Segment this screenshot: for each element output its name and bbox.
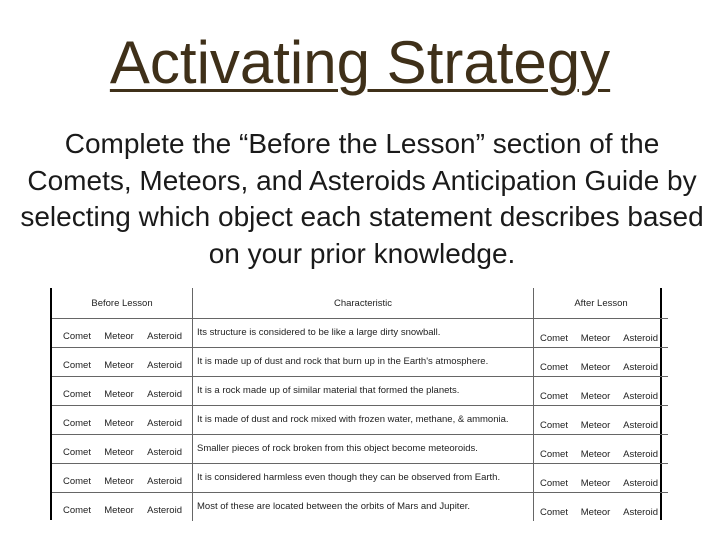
after-option-comet[interactable]: Comet [540,449,568,460]
statement-text: Its structure is considered to be like a large dirty snowball. [197,327,441,338]
characteristic-cell [193,464,534,493]
statement-text: Smaller pieces of rock broken from this object become meteoroids. [197,443,478,454]
statement-text: It is made of dust and rock mixed with frozen water, methane, & ammonia. [197,414,509,425]
after-option-comet[interactable]: Comet [540,420,568,431]
statement-text: Most of these are located between the orbits of Mars and Jupiter. [197,501,471,512]
after-option-meteor[interactable]: Meteor [580,391,611,402]
after-option-asteroid[interactable]: Asteroid [623,391,658,402]
after-option-asteroid[interactable]: Asteroid [623,478,658,489]
after-option-meteor[interactable]: Meteor [580,507,611,518]
before-option-asteroid[interactable]: Asteroid [147,505,182,516]
before-option-comet[interactable]: Comet [63,505,91,516]
after-option-comet[interactable]: Comet [540,478,568,489]
before-option-meteor[interactable]: Meteor [104,389,134,400]
characteristic-cell [193,406,534,435]
anticipation-guide [50,288,662,520]
table-row [52,435,668,464]
before-option-comet[interactable]: Comet [63,418,91,429]
after-option-meteor[interactable]: Meteor [580,362,611,373]
header-after-lesson: After Lesson [534,288,669,319]
table-row [52,377,668,406]
before-option-meteor[interactable]: Meteor [104,360,134,371]
statement-text: It is a rock made up of similar material that formed the planets. [197,385,460,396]
after-lesson-cell [534,406,669,435]
instructions-text: Complete the “Before the Lesson” section of the Comets, Meteors, and Asteroids Anticipation Guide by selecting which object each statement describes based on your prior knowledge. [20,128,704,269]
after-option-meteor[interactable]: Meteor [580,449,611,460]
before-lesson-cell [52,319,193,348]
after-lesson-cell [534,377,669,406]
before-option-asteroid[interactable]: Asteroid [147,331,182,342]
before-option-meteor[interactable]: Meteor [104,447,134,458]
header-before-lesson: Before Lesson [52,288,193,319]
before-lesson-cell [52,406,193,435]
header-characteristic: Characteristic [193,288,534,319]
before-option-asteroid[interactable]: Asteroid [147,476,182,487]
after-lesson-cell [534,319,669,348]
after-option-asteroid[interactable]: Asteroid [623,420,658,431]
before-lesson-cell [52,348,193,377]
table-row [52,464,668,493]
before-option-asteroid[interactable]: Asteroid [147,418,182,429]
characteristic-cell [193,435,534,464]
table-row [52,348,668,377]
before-option-asteroid[interactable]: Asteroid [147,447,182,458]
before-lesson-cell [52,464,193,493]
after-option-meteor[interactable]: Meteor [580,478,611,489]
before-option-comet[interactable]: Comet [63,331,91,342]
table-row [52,319,668,348]
after-option-comet[interactable]: Comet [540,333,568,344]
characteristic-cell [193,348,534,377]
after-option-meteor[interactable]: Meteor [580,333,611,344]
before-option-asteroid[interactable]: Asteroid [147,389,182,400]
table-header-row [52,288,668,319]
after-option-asteroid[interactable]: Asteroid [623,449,658,460]
before-option-asteroid[interactable]: Asteroid [147,360,182,371]
after-option-comet[interactable]: Comet [540,391,568,402]
after-option-comet[interactable]: Comet [540,507,568,518]
table-row [52,493,668,522]
before-lesson-cell [52,493,193,522]
before-option-comet[interactable]: Comet [63,389,91,400]
after-option-asteroid[interactable]: Asteroid [623,507,658,518]
after-lesson-cell [534,464,669,493]
before-option-meteor[interactable]: Meteor [104,476,134,487]
before-lesson-cell [52,435,193,464]
before-option-meteor[interactable]: Meteor [104,331,134,342]
characteristic-cell [193,493,534,522]
statement-text: It is considered harmless even though they can be observed from Earth. [197,472,501,483]
before-lesson-cell [52,377,193,406]
before-option-meteor[interactable]: Meteor [104,418,134,429]
after-lesson-cell [534,493,669,522]
table-row [52,406,668,435]
after-option-asteroid[interactable]: Asteroid [623,362,658,373]
after-option-meteor[interactable]: Meteor [580,420,611,431]
after-option-comet[interactable]: Comet [540,362,568,373]
after-lesson-cell [534,435,669,464]
statement-text: It is made up of dust and rock that burn up in the Earth's atmosphere. [197,356,489,367]
after-option-asteroid[interactable]: Asteroid [623,333,658,344]
before-option-comet[interactable]: Comet [63,447,91,458]
slide-title: Activating Strategy [109,29,611,96]
before-option-comet[interactable]: Comet [63,360,91,371]
anticipation-guide-table [52,288,668,521]
characteristic-cell [193,319,534,348]
characteristic-cell [193,377,534,406]
after-lesson-cell [534,348,669,377]
before-option-comet[interactable]: Comet [63,476,91,487]
before-option-meteor[interactable]: Meteor [104,505,134,516]
